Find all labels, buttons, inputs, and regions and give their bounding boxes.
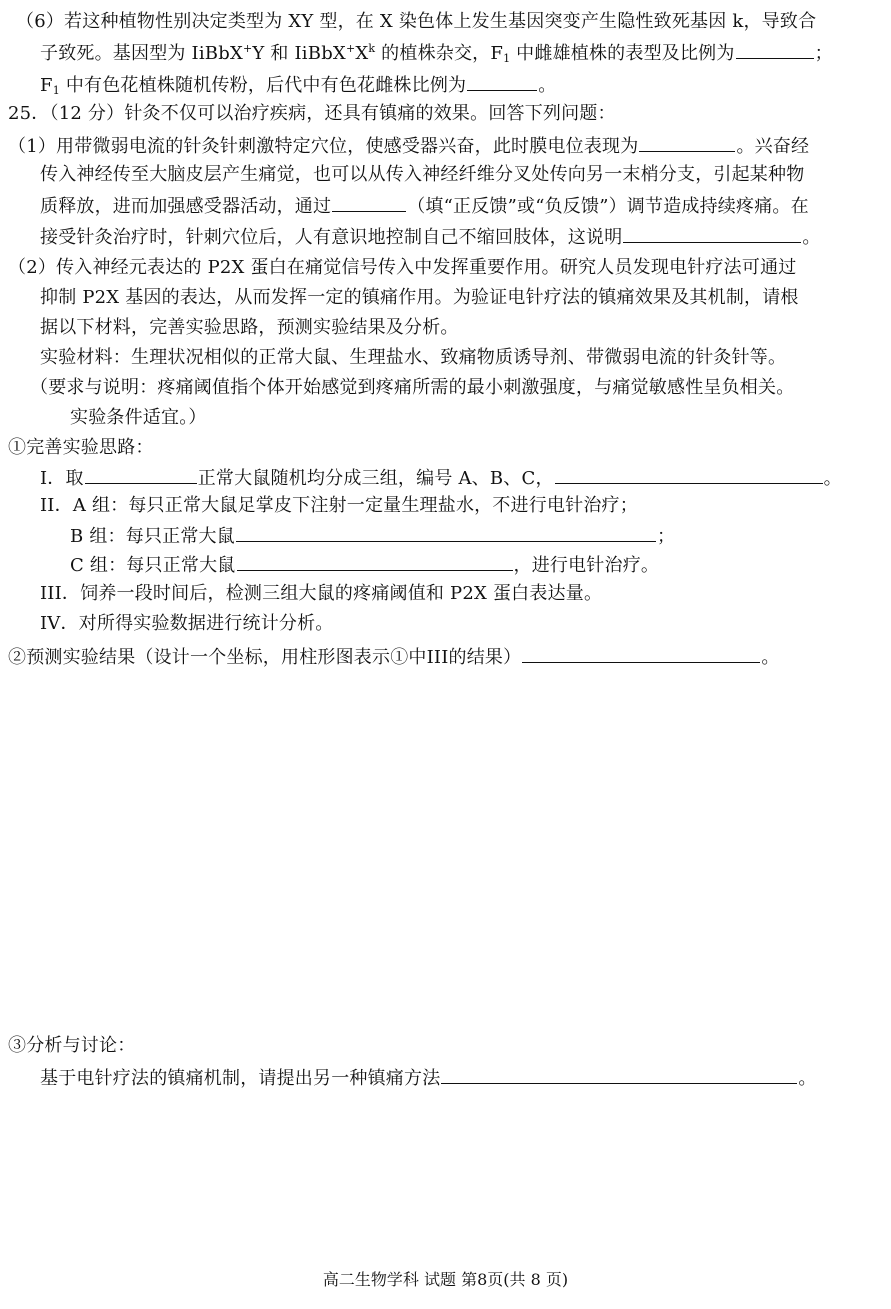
- q25-section3-title: [8, 1032, 135, 1060]
- text: C 组：每只正常大鼠: [70, 555, 236, 576]
- text: 高二生物学科 试题 第8页(共 8 页): [322, 1270, 569, 1289]
- q25-part1-line4: [40, 222, 821, 250]
- answer-blank-phenotype-ratio[interactable]: [736, 38, 814, 59]
- superscript: k: [368, 42, 376, 55]
- answer-blank-rat-count[interactable]: [85, 463, 197, 484]
- text: ；: [814, 43, 833, 64]
- text: 。兴奋经: [736, 136, 810, 157]
- text: X: [355, 43, 369, 64]
- text: 25．（12 分）针灸不仅可以治疗疾病，还具有镇痛的效果。回答下列问题：: [8, 103, 616, 124]
- q24-part6-line3: [40, 70, 556, 98]
- text: 子致死。基因型为 IiBbX: [40, 43, 243, 64]
- q25-part2-line1: [8, 254, 796, 282]
- q25-requirements-line2: [70, 404, 207, 432]
- text: 基于电针疗法的镇痛机制，请提出另一种镇痛方法: [40, 1068, 441, 1089]
- answer-blank-step-I[interactable]: [555, 463, 823, 484]
- q24-part6-text1: （6）若这种植物性别决定类型为 XY 型，在 X 染色体上发生基因突变产生隐性致死基因 k，导致合: [16, 11, 817, 32]
- text: 质释放，进而加强感受器活动，通过: [40, 196, 332, 217]
- q25-part1-line1: [8, 131, 809, 159]
- text: （填“正反馈”或“负反馈”）调节造成持续疼痛。在: [407, 196, 809, 217]
- text: 。: [798, 1068, 817, 1089]
- text: III．饲养一段时间后，检测三组大鼠的疼痛阈值和 P2X 蛋白表达量。: [40, 583, 603, 604]
- q25-step-II-A: [40, 492, 638, 520]
- q25-step-I: [40, 463, 842, 491]
- q25-part2-line3: [40, 314, 459, 342]
- q25-step-II-C: [70, 550, 659, 578]
- text: Y 和 IiBbX: [252, 43, 346, 64]
- text: 正常大鼠随机均分成三组，编号 A、B、C，: [197, 468, 554, 489]
- text: 接受针灸治疗时，针刺穴位后，人有意识地控制自己不缩回肢体，这说明: [40, 227, 623, 248]
- text: F: [40, 75, 53, 96]
- chart-answer-area[interactable]: [40, 680, 850, 1020]
- text: IV．对所得实验数据进行统计分析。: [40, 613, 334, 634]
- text: 中有色花植株随机传粉，后代中有色花雌株比例为: [59, 75, 467, 96]
- q25-step-IV: [40, 610, 334, 638]
- text: ③分析与讨论：: [8, 1035, 136, 1056]
- answer-blank-prediction[interactable]: [522, 642, 760, 663]
- text: 实验条件适宜。）: [70, 407, 207, 428]
- answer-blank-female-ratio[interactable]: [467, 70, 537, 91]
- q25-section3-question: [40, 1063, 817, 1091]
- q25-part1-line3: [40, 191, 809, 219]
- text: B 组：每只正常大鼠: [70, 526, 235, 547]
- text: （2）传入神经元表达的 P2X 蛋白在痛觉信号传入中发挥重要作用。研究人员发现电针疗法可通过: [8, 257, 797, 278]
- text: ②预测实验结果（设计一个坐标，用柱形图表示①中III的结果）: [8, 647, 522, 668]
- answer-blank-other-method[interactable]: [441, 1063, 797, 1084]
- text: 传入神经传至大脑皮层产生痛觉，也可以从传入神经纤维分叉处传向另一末梢分支，引起某种物: [40, 164, 805, 185]
- text: 抑制 P2X 基因的表达，从而发挥一定的镇痛作用。为验证电针疗法的镇痛效果及其机制，请根: [40, 287, 799, 308]
- q25-section2: [8, 642, 780, 670]
- text: 。: [802, 227, 821, 248]
- text: 据以下材料，完善实验思路，预测实验结果及分析。: [40, 317, 459, 338]
- answer-blank-feedback-type[interactable]: [332, 191, 406, 212]
- q25-requirements-line1: [30, 374, 794, 402]
- q25-step-III: [40, 580, 602, 608]
- text: ；: [656, 526, 676, 547]
- page-footer: [0, 1268, 891, 1292]
- subscript: 1: [52, 84, 60, 97]
- text: 。: [761, 647, 780, 668]
- text: ①完善实验思路：: [8, 437, 154, 458]
- text: 。: [823, 468, 842, 489]
- text: II．A 组：每只正常大鼠足掌皮下注射一定量生理盐水，不进行电针治疗；: [40, 495, 638, 516]
- answer-blank-explanation[interactable]: [623, 222, 801, 243]
- q24-part6-line1: [16, 8, 816, 36]
- subscript: 1: [503, 52, 511, 65]
- q25-section1-title: [8, 434, 154, 462]
- superscript: +: [242, 42, 253, 55]
- q25-part1-line2: [40, 161, 804, 189]
- q25-materials: [40, 344, 786, 372]
- text: （1）用带微弱电流的针灸针刺激特定穴位，使感受器兴奋，此时膜电位表现为: [8, 136, 639, 157]
- text: 的植株杂交，F: [375, 43, 504, 64]
- text: （要求与说明：疼痛阈值指个体开始感觉到疼痛所需的最小刺激强度，与痛觉敏感性呈负相关。: [30, 377, 795, 398]
- q24-part6-line2: [40, 38, 833, 66]
- answer-blank-membrane-potential[interactable]: [639, 131, 735, 152]
- superscript: +: [345, 42, 356, 55]
- q25-header: [8, 100, 616, 128]
- q25-step-II-B: [70, 521, 675, 549]
- text: I．取: [40, 468, 84, 489]
- answer-blank-group-B[interactable]: [236, 521, 656, 542]
- text: 。: [538, 75, 557, 96]
- answer-blank-group-C[interactable]: [237, 550, 513, 571]
- q25-part2-line2: [40, 284, 799, 312]
- text: ，进行电针治疗。: [513, 555, 660, 576]
- text: 实验材料：生理状况相似的正常大鼠、生理盐水、致痛物质诱导剂、带微弱电流的针灸针等。: [40, 347, 787, 368]
- text: 中雌雄植株的表型及比例为: [510, 43, 735, 64]
